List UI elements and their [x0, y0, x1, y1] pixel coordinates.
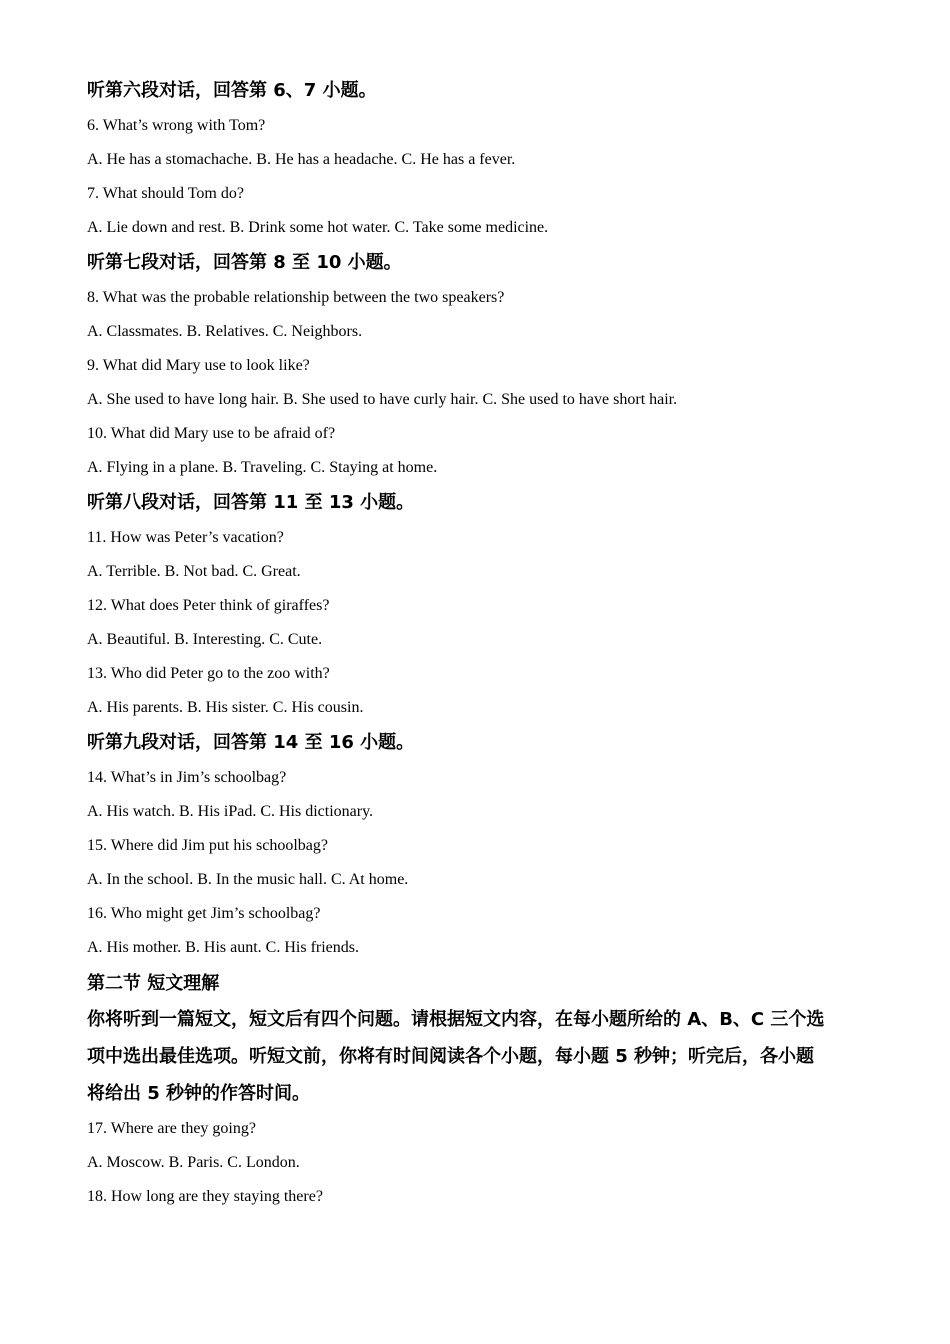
instruction-line: 你将听到一篇短文，短文后有四个问题。请根据短文内容，在每小题所给的 A、B、C 三个选	[87, 1009, 825, 1030]
question-15: 15. Where did Jim put his schoolbag?	[87, 837, 328, 854]
part-two-instructions	[87, 1001, 867, 1112]
section-heading-dialogue-9: 听第九段对话，回答第 14 至 16 小题。	[87, 732, 415, 753]
question-8: 8. What was the probable relationship between the two speakers?	[87, 289, 505, 306]
options-16: A. His mother. B. His aunt. C. His friends.	[87, 939, 359, 956]
options-15: A. In the school. B. In the music hall. C. At home.	[87, 871, 409, 888]
options-12: A. Beautiful. B. Interesting. C. Cute.	[87, 631, 323, 648]
options-7: A. Lie down and rest. B. Drink some hot water. C. Take some medicine.	[87, 219, 549, 236]
section-heading-dialogue-6: 听第六段对话，回答第 6、7 小题。	[87, 80, 377, 101]
instruction-line: 项中选出最佳选项。听短文前，你将有时间阅读各个小题，每小题 5 秒钟；听完后，各小题	[87, 1046, 815, 1067]
section-heading-dialogue-7: 听第七段对话，回答第 8 至 10 小题。	[87, 252, 402, 273]
question-16: 16. Who might get Jim’s schoolbag?	[87, 905, 321, 922]
options-17: A. Moscow. B. Paris. C. London.	[87, 1154, 300, 1171]
options-10: A. Flying in a plane. B. Traveling. C. Staying at home.	[87, 459, 438, 476]
question-14: 14. What’s in Jim’s schoolbag?	[87, 769, 287, 786]
instruction-line: 将给出 5 秒钟的作答时间。	[87, 1083, 311, 1104]
options-8: A. Classmates. B. Relatives. C. Neighbors.	[87, 323, 363, 340]
question-7: 7. What should Tom do?	[87, 185, 244, 202]
options-11: A. Terrible. B. Not bad. C. Great.	[87, 563, 301, 580]
part-two-title: 第二节 短文理解	[87, 973, 220, 994]
options-6: A. He has a stomachache. B. He has a headache. C. He has a fever.	[87, 151, 516, 168]
question-6: 6. What’s wrong with Tom?	[87, 117, 266, 134]
question-18: 18. How long are they staying there?	[87, 1188, 323, 1205]
question-12: 12. What does Peter think of giraffes?	[87, 597, 330, 614]
question-11: 11. How was Peter’s vacation?	[87, 529, 284, 546]
section-heading-dialogue-8: 听第八段对话，回答第 11 至 13 小题。	[87, 492, 415, 513]
question-13: 13. Who did Peter go to the zoo with?	[87, 665, 330, 682]
question-17: 17. Where are they going?	[87, 1120, 256, 1137]
question-10: 10. What did Mary use to be afraid of?	[87, 425, 336, 442]
question-9: 9. What did Mary use to look like?	[87, 357, 310, 374]
options-14: A. His watch. B. His iPad. C. His dictionary.	[87, 803, 374, 820]
options-13: A. His parents. B. His sister. C. His cousin.	[87, 699, 364, 716]
options-9: A. She used to have long hair. B. She used to have curly hair. C. She used to have short hair.	[87, 391, 678, 408]
